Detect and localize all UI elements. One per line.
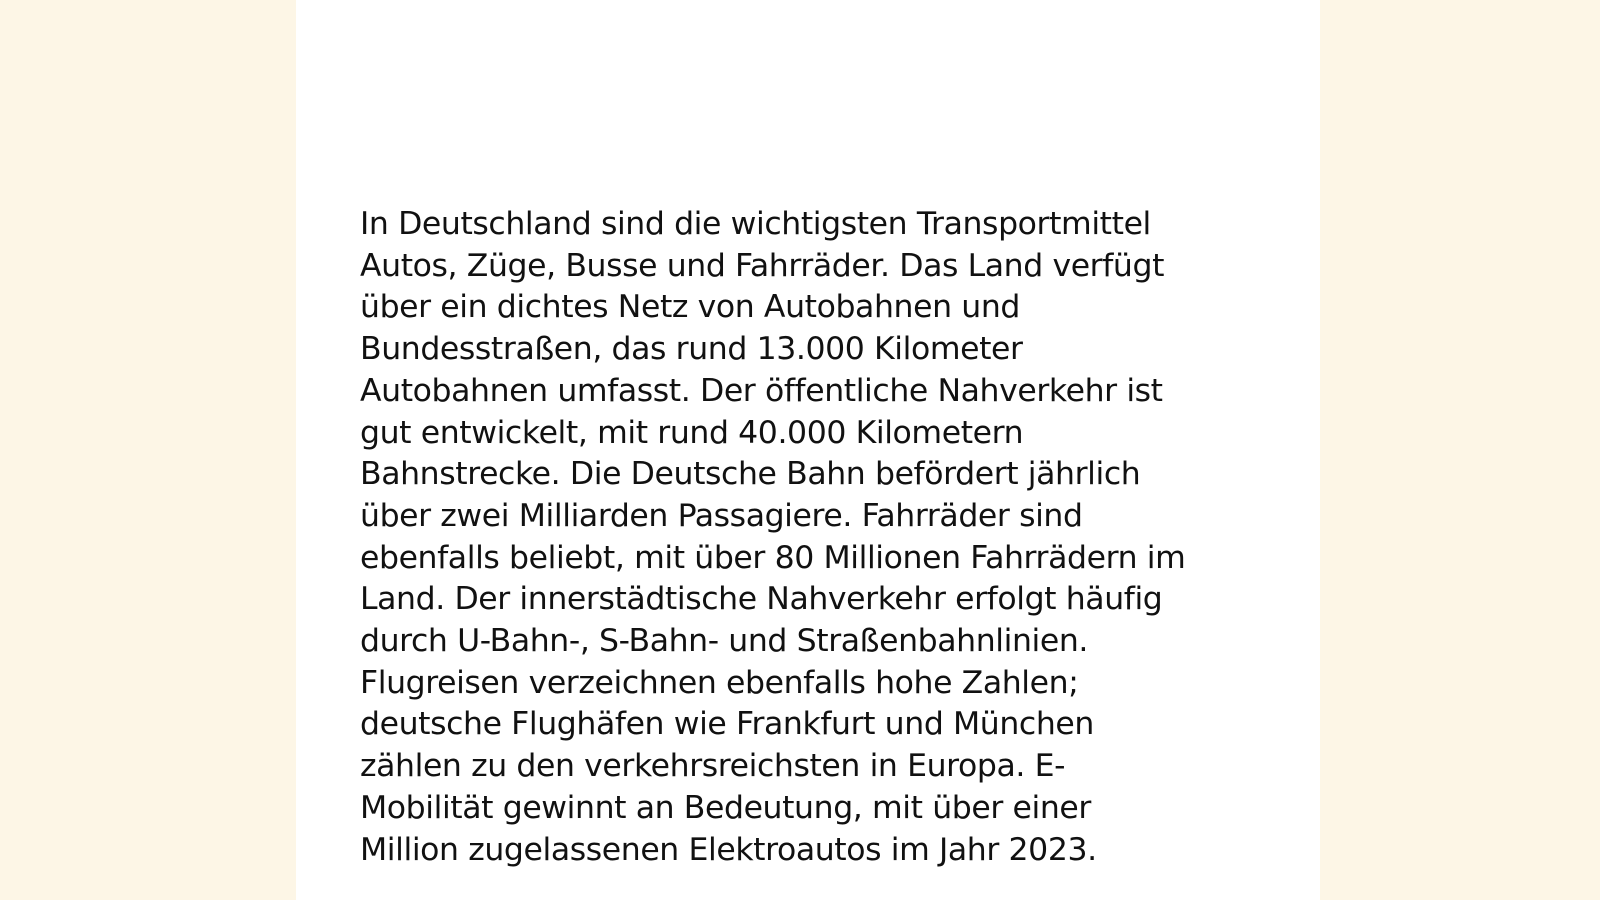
- paragraph-line: Autos, Züge, Busse und Fahrräder. Das Land verfügt: [360, 247, 1165, 284]
- paragraph-line: Bundesstraßen, das rund 13.000 Kilometer: [360, 331, 1023, 368]
- paragraph-line: Flugreisen verzeichnen ebenfalls hohe Zahlen;: [360, 664, 1079, 701]
- paragraph-line: über zwei Milliarden Passagiere. Fahrräder sind: [360, 497, 1083, 534]
- paragraph-line: Autobahnen umfasst. Der öffentliche Nahverkehr ist: [360, 372, 1163, 409]
- paragraph-line: über ein dichtes Netz von Autobahnen und: [360, 289, 1020, 326]
- paragraph-line: In Deutschland sind die wichtigsten Transportmittel: [360, 206, 1151, 242]
- paragraph-line: Mobilität gewinnt an Bedeutung, mit über einer: [360, 789, 1091, 826]
- body-paragraph: [360, 204, 1240, 871]
- paragraph-line: Bahnstrecke. Die Deutsche Bahn befördert jährlich: [360, 456, 1141, 493]
- paragraph-line: ebenfalls beliebt, mit über 80 Millionen Fahrrädern im: [360, 539, 1186, 576]
- paragraph-line: deutsche Flughäfen wie Frankfurt und München: [360, 706, 1094, 743]
- paragraph-line: zählen zu den verkehrsreichsten in Europa. E-: [360, 748, 1066, 785]
- paragraph-line: durch U-Bahn-, S-Bahn- und Straßenbahnlinien.: [360, 623, 1089, 660]
- paragraph-line: gut entwickelt, mit rund 40.000 Kilometern: [360, 414, 1024, 451]
- paragraph-line: Land. Der innerstädtische Nahverkehr erfolgt häufig: [360, 581, 1163, 618]
- document-page: [296, 0, 1320, 900]
- paragraph-line: Million zugelassenen Elektroautos im Jahr 2023.: [360, 831, 1097, 868]
